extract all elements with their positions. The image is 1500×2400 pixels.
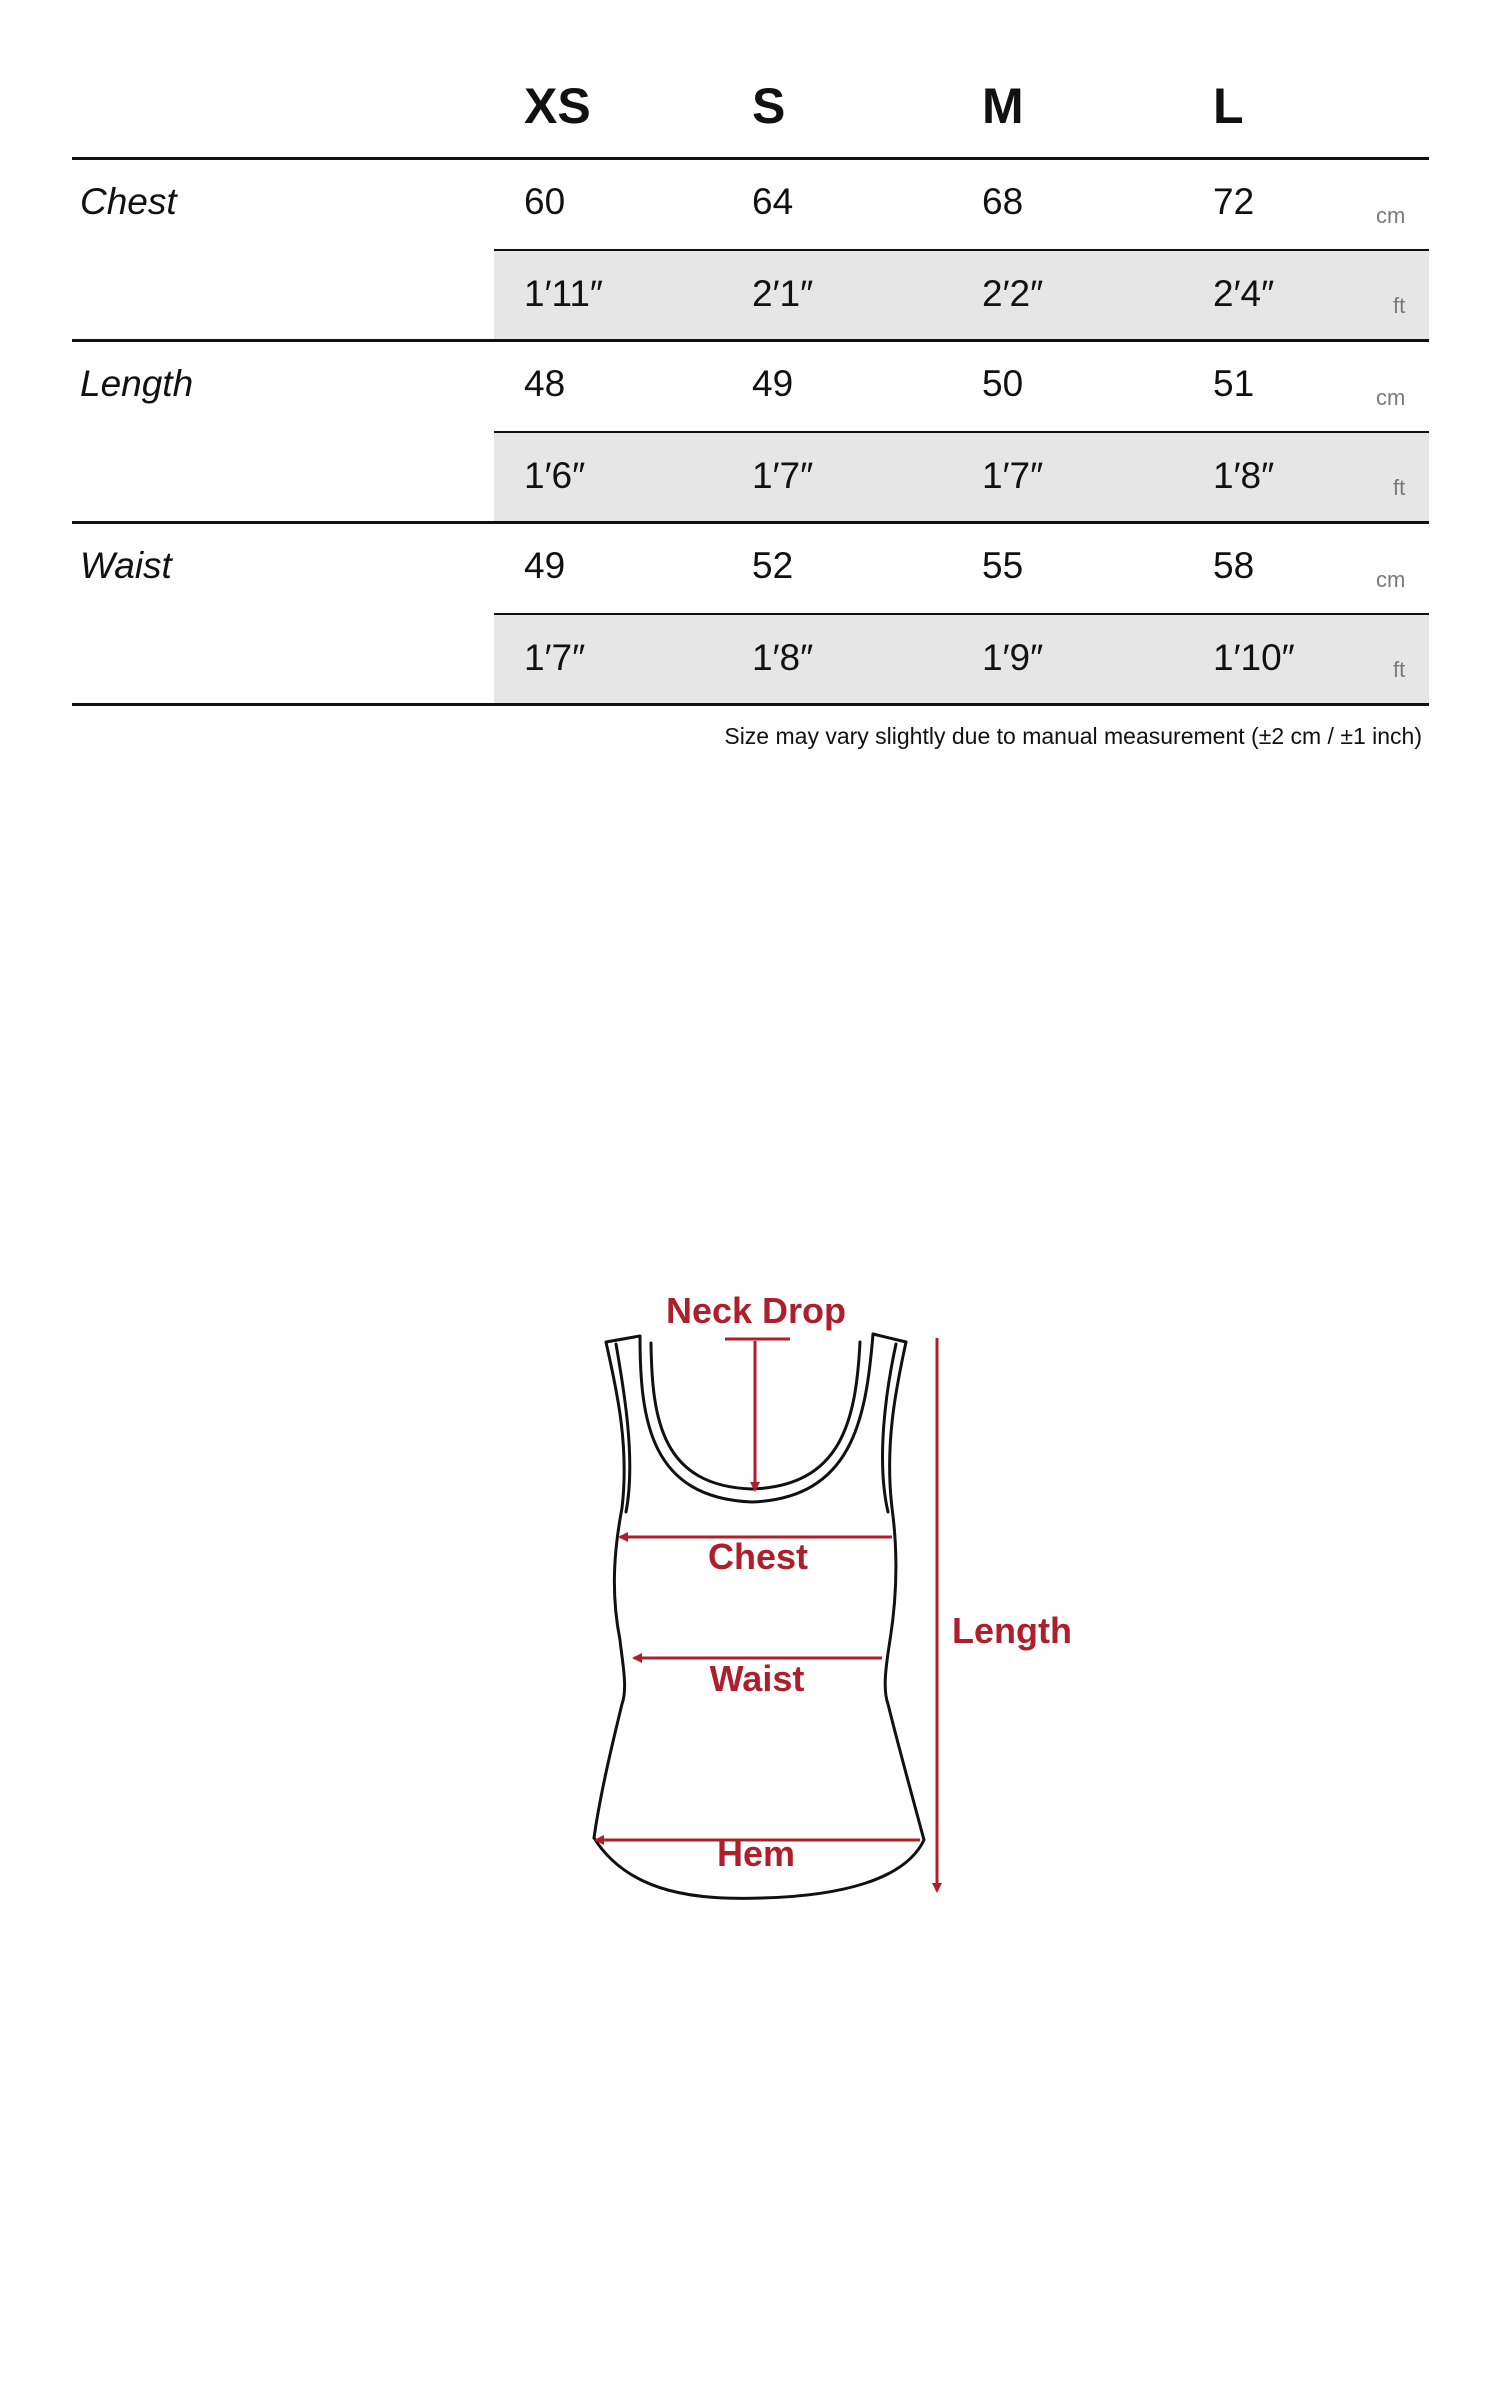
length-ft-l: 1′8″ <box>1213 455 1275 496</box>
chest-ft-band <box>494 250 1429 340</box>
tank-top-diagram <box>560 1260 1120 1920</box>
chest-ft-unit: ft <box>1393 293 1406 318</box>
chest-ft-s: 2′1″ <box>752 273 814 314</box>
length-ft-unit: ft <box>1393 475 1406 500</box>
waist-ft-unit: ft <box>1393 657 1406 682</box>
length-cm-xs: 48 <box>524 363 566 404</box>
length-ft-band <box>494 432 1429 522</box>
row-label-length: Length <box>80 363 194 404</box>
label-waist: Waist <box>709 1658 805 1699</box>
waist-cm-s: 52 <box>752 545 794 586</box>
label-chest: Chest <box>707 1536 809 1577</box>
label-hem: Hem <box>716 1833 796 1874</box>
label-length: Length <box>952 1610 1072 1651</box>
waist-cm-m: 55 <box>982 545 1024 586</box>
length-cm-unit: cm <box>1376 385 1406 410</box>
chest-ft-m: 2′2″ <box>982 273 1044 314</box>
waist-cm-unit: cm <box>1376 567 1406 592</box>
size-header-m: M <box>982 78 1024 134</box>
header-rule <box>72 157 1429 160</box>
waist-ft-l: 1′10″ <box>1213 637 1295 678</box>
waist-cm-l: 58 <box>1213 545 1255 586</box>
waist-ft-s: 1′8″ <box>752 637 814 678</box>
size-header-xs: XS <box>524 78 591 134</box>
chest-cm-unit: cm <box>1376 203 1406 228</box>
chest-ft-xs: 1′11″ <box>524 273 604 314</box>
chest-cm-s: 64 <box>752 181 794 222</box>
chest-cm-xs: 60 <box>524 181 566 222</box>
chest-rule <box>72 339 1429 342</box>
waist-ft-xs: 1′7″ <box>524 637 586 678</box>
length-ft-m: 1′7″ <box>982 455 1044 496</box>
row-label-chest: Chest <box>80 181 177 222</box>
chest-divider <box>494 249 1429 251</box>
length-cm-l: 51 <box>1213 363 1255 404</box>
length-divider <box>494 431 1429 433</box>
size-header-s: S <box>752 78 786 134</box>
chest-cm-l: 72 <box>1213 181 1255 222</box>
chest-cm-m: 68 <box>982 181 1024 222</box>
length-ft-s: 1′7″ <box>752 455 814 496</box>
row-label-waist: Waist <box>80 545 172 586</box>
length-cm-m: 50 <box>982 363 1024 404</box>
measurement-note: Size may vary slightly due to manual measurement (±2 cm / ±1 inch) <box>724 723 1422 749</box>
length-cm-s: 49 <box>752 363 794 404</box>
tank-top-outline <box>594 1334 924 1898</box>
waist-cm-xs: 49 <box>524 545 566 586</box>
size-table <box>0 0 1500 780</box>
waist-rule <box>72 703 1429 706</box>
chest-ft-l: 2′4″ <box>1213 273 1275 314</box>
length-ft-xs: 1′6″ <box>524 455 586 496</box>
size-header-l: L <box>1213 78 1244 134</box>
waist-ft-m: 1′9″ <box>982 637 1044 678</box>
label-neck-drop: Neck Drop <box>665 1290 847 1331</box>
length-rule <box>72 521 1429 524</box>
waist-divider <box>494 613 1429 615</box>
